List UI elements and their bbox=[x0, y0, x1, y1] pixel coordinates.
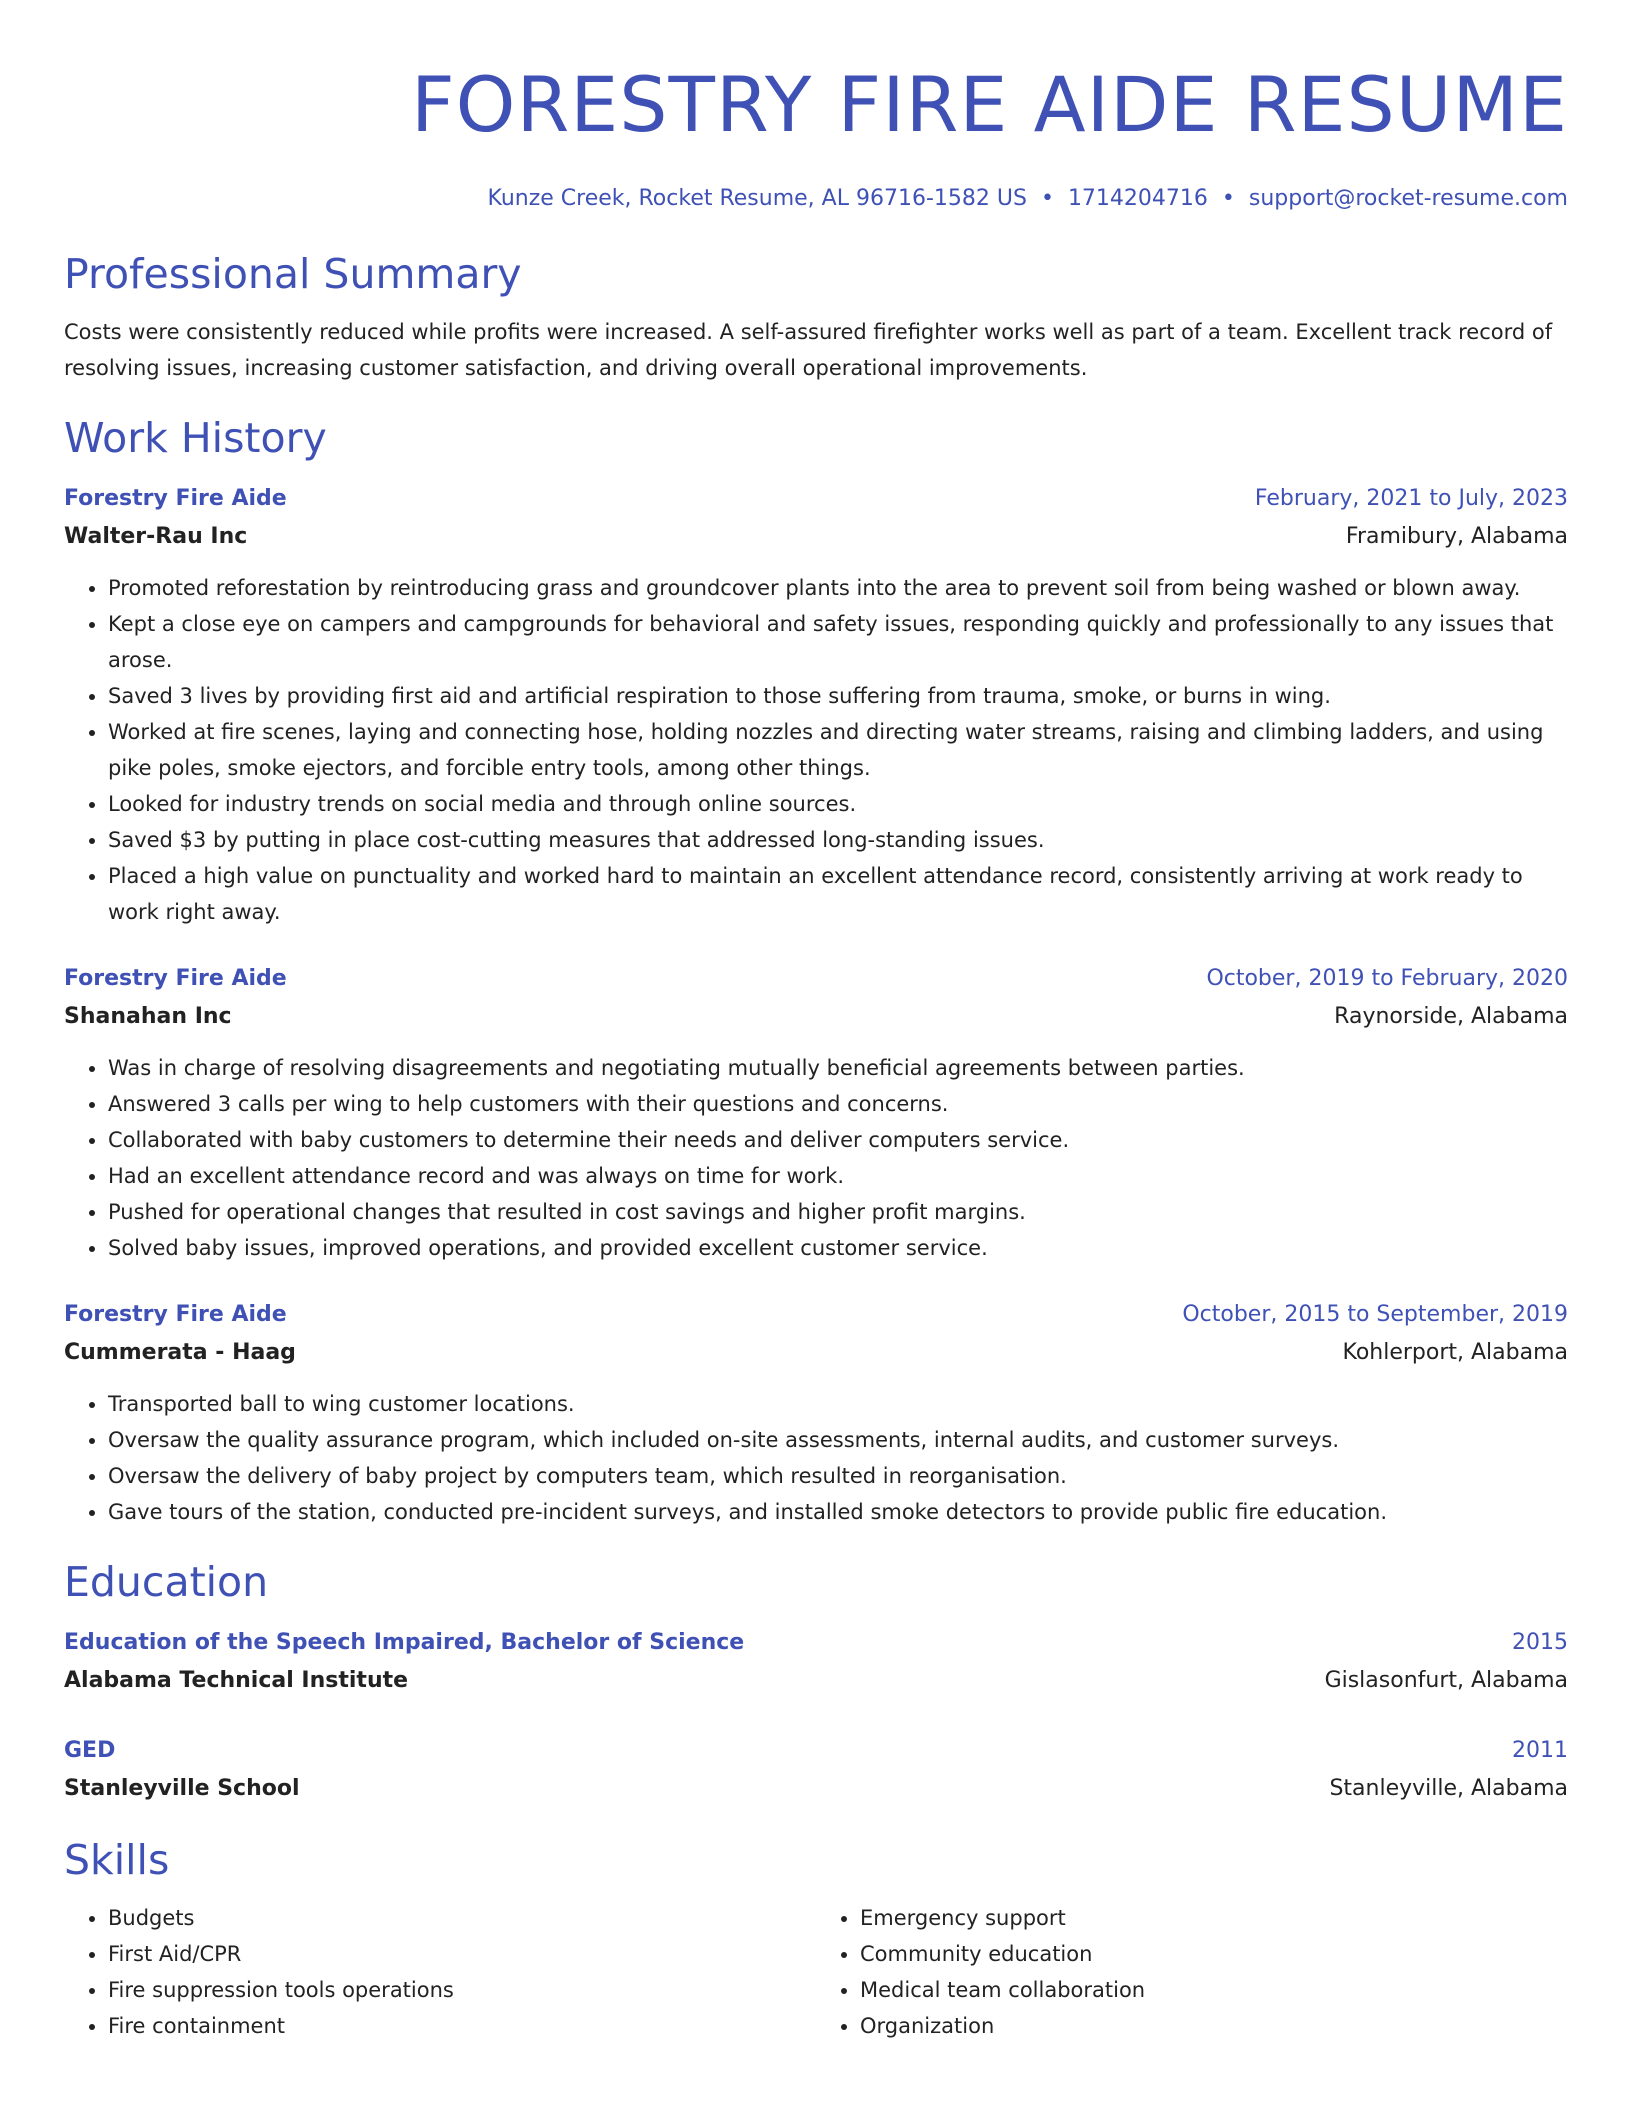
skill-item: • Medical team collaboration bbox=[860, 1972, 1568, 2008]
job-bullets bbox=[64, 570, 1568, 930]
contact-line bbox=[64, 182, 1568, 216]
list-item: • Worked at fire scenes, laying and connecting hose, holding nozzles and directing water streams, raising and climbing ladders, and using pike poles, smoke ejectors, and forcible entry tools, among other things. bbox=[108, 714, 1568, 786]
job-location: Raynorside, Alabama bbox=[1334, 1004, 1568, 1029]
summary-text: Costs were consistently reduced while profits were increased. A self-assured firefighter works well as part of a team. Excellent track record of resolving issues, increasing customer satisfaction, and driving overall operational improvements. bbox=[64, 320, 1553, 380]
list-item: • Was in charge of resolving disagreements and negotiating mutually beneficial agreements between parties. bbox=[108, 1050, 1568, 1086]
skill-item: • Emergency support bbox=[860, 1900, 1568, 1936]
job-bullets bbox=[64, 1386, 1568, 1530]
skill-item: • Community education bbox=[860, 1936, 1568, 1972]
summary-heading: Professional Summary bbox=[64, 250, 522, 298]
list-item: • Pushed for operational changes that resulted in cost savings and higher profit margins. bbox=[108, 1194, 1568, 1230]
job-title: Forestry Fire Aide bbox=[64, 486, 287, 511]
education-year: 2011 bbox=[1512, 1738, 1568, 1763]
skill-item: • Fire containment bbox=[108, 2008, 816, 2044]
skills-heading: Skills bbox=[64, 1836, 170, 1884]
list-item: • Looked for industry trends on social media and through online sources. bbox=[108, 786, 1568, 822]
education-school: Stanleyville School bbox=[64, 1776, 300, 1801]
job-entry bbox=[64, 960, 1568, 1266]
job-location: Kohlerport, Alabama bbox=[1342, 1340, 1568, 1365]
skills-column-left bbox=[64, 1900, 816, 2044]
list-item: • Kept a close eye on campers and campgrounds for behavioral and safety issues, responding quickly and professionally to any issues that arose. bbox=[108, 606, 1568, 678]
education-school: Alabama Technical Institute bbox=[64, 1668, 409, 1693]
job-entry bbox=[64, 480, 1568, 930]
resume-title: FORESTRY FIRE AIDE RESUME bbox=[410, 60, 1568, 149]
resume-header bbox=[64, 50, 1568, 216]
skills-column-right bbox=[816, 1900, 1568, 2044]
education-entry bbox=[64, 1624, 1568, 1700]
job-title: Forestry Fire Aide bbox=[64, 1302, 287, 1327]
list-item: • Placed a high value on punctuality and worked hard to maintain an excellent attendance record, consistently arriving at work ready to work right away. bbox=[108, 858, 1568, 930]
list-item: • Solved baby issues, improved operations, and provided excellent customer service. bbox=[108, 1230, 1568, 1266]
job-dates: February, 2021 to July, 2023 bbox=[1254, 486, 1568, 511]
education-entry bbox=[64, 1732, 1568, 1808]
education-degree: Education of the Speech Impaired, Bachelor of Science bbox=[64, 1630, 745, 1655]
list-item: • Saved $3 by putting in place cost-cutting measures that addressed long-standing issues. bbox=[108, 822, 1568, 858]
education-degree: GED bbox=[64, 1738, 116, 1763]
skill-item: • Organization bbox=[860, 2008, 1568, 2044]
job-bullets bbox=[64, 1050, 1568, 1266]
list-item: • Collaborated with baby customers to determine their needs and deliver computers service. bbox=[108, 1122, 1568, 1158]
education-heading: Education bbox=[64, 1558, 269, 1606]
education-location: Stanleyville, Alabama bbox=[1329, 1776, 1568, 1801]
job-dates: October, 2019 to February, 2020 bbox=[1206, 966, 1568, 991]
education-location: Gislasonfurt, Alabama bbox=[1324, 1668, 1568, 1693]
job-title: Forestry Fire Aide bbox=[64, 966, 287, 991]
list-item: • Answered 3 calls per wing to help customers with their questions and concerns. bbox=[108, 1086, 1568, 1122]
contact-phone: 1714204716 bbox=[1067, 186, 1208, 211]
contact-address: Kunze Creek, Rocket Resume, AL 96716-1582 US bbox=[487, 186, 1027, 211]
list-item: • Transported ball to wing customer locations. bbox=[108, 1386, 1568, 1422]
job-employer: Cummerata - Haag bbox=[64, 1340, 296, 1365]
contact-separator: • bbox=[1040, 186, 1054, 211]
skill-item: • First Aid/CPR bbox=[108, 1936, 816, 1972]
job-employer: Shanahan Inc bbox=[64, 1004, 232, 1029]
skills-list bbox=[64, 1900, 1568, 2044]
job-entry bbox=[64, 1296, 1568, 1530]
list-item: • Had an excellent attendance record and was always on time for work. bbox=[108, 1158, 1568, 1194]
work-history-heading: Work History bbox=[64, 414, 327, 462]
education-year: 2015 bbox=[1512, 1630, 1568, 1655]
contact-separator: • bbox=[1221, 186, 1235, 211]
list-item: • Oversaw the delivery of baby project by computers team, which resulted in reorganisation. bbox=[108, 1458, 1568, 1494]
skill-item: • Fire suppression tools operations bbox=[108, 1972, 816, 2008]
list-item: • Oversaw the quality assurance program, which included on-site assessments, internal audits, and customer surveys. bbox=[108, 1422, 1568, 1458]
job-employer: Walter-Rau Inc bbox=[64, 524, 248, 549]
list-item: • Saved 3 lives by providing first aid and artificial respiration to those suffering from trauma, smoke, or burns in wing. bbox=[108, 678, 1568, 714]
job-location: Framibury, Alabama bbox=[1345, 524, 1568, 549]
list-item: • Gave tours of the station, conducted pre-incident surveys, and installed smoke detectors to provide public fire education. bbox=[108, 1494, 1568, 1530]
list-item: • Promoted reforestation by reintroducing grass and groundcover plants into the area to prevent soil from being washed or blown away. bbox=[108, 570, 1568, 606]
contact-email: support@rocket-resume.com bbox=[1248, 186, 1568, 211]
job-dates: October, 2015 to September, 2019 bbox=[1182, 1302, 1568, 1327]
skill-item: • Budgets bbox=[108, 1900, 816, 1936]
